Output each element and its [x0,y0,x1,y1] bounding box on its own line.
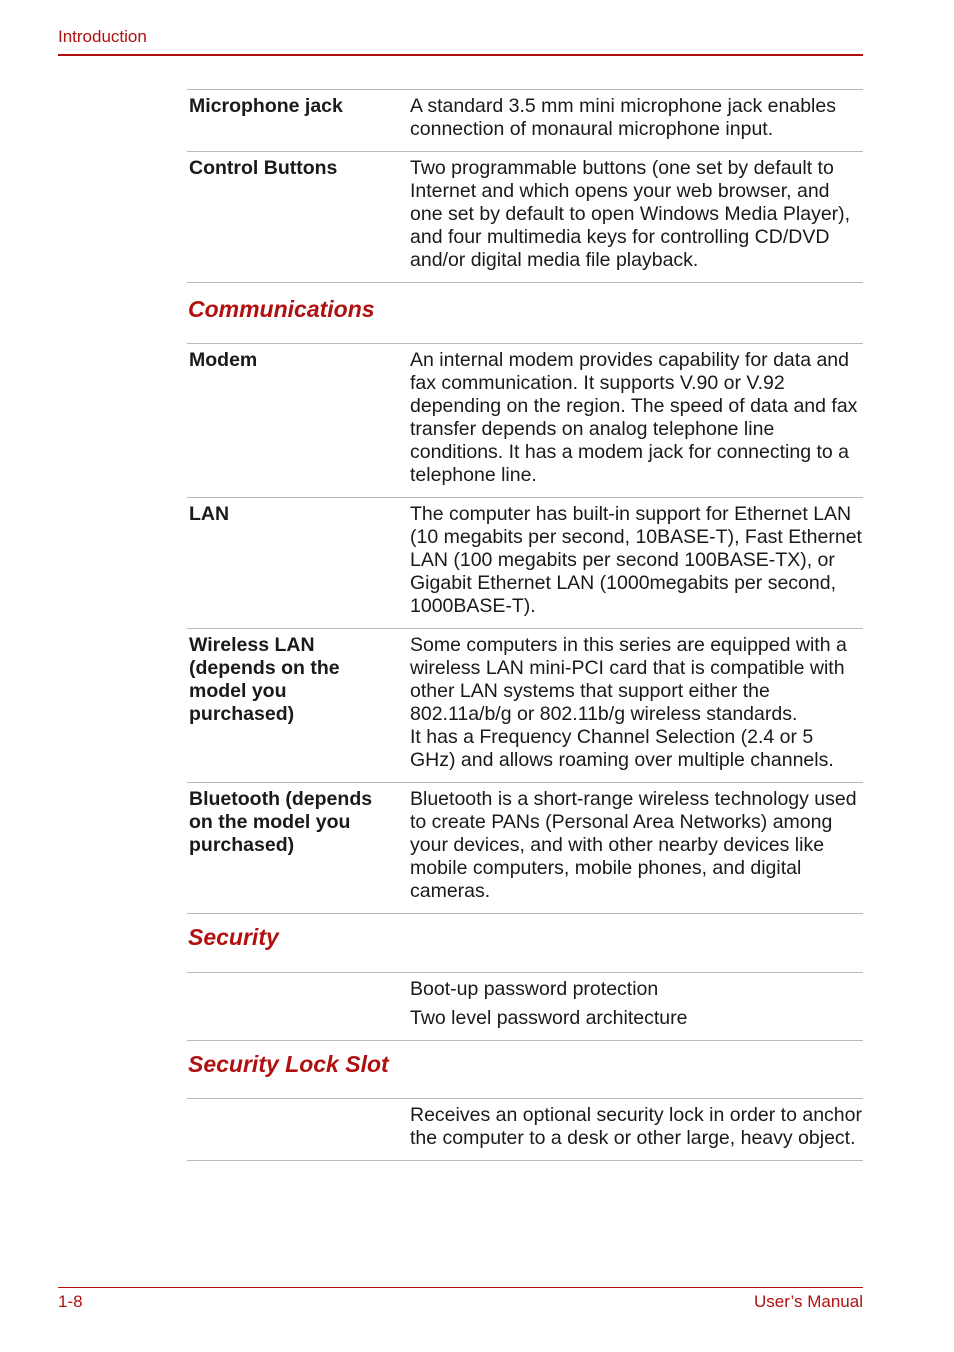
table-row [187,782,863,913]
manual-title: User’s Manual [754,1292,863,1311]
spec-table-communications [187,343,863,914]
list-item: Two level password architecture [410,1007,688,1029]
section-title-security: Security [188,924,279,950]
spec-desc: Receives an optional security lock in order to anchor the computer to a desk or other large, heavy object. [410,1104,862,1149]
spec-desc: The computer has built-in support for Ethernet LAN (10 megabits per second, 10BASE-T), Fast Ethernet LAN (100 megabits per second 100BASE-TX), or Gigabit Ethernet LAN (1000megabits per second, 1000BASE-T). [410,503,862,617]
table-row [187,973,863,1040]
table-row [187,497,863,628]
spec-desc: A standard 3.5 mm mini microphone jack enables connection of monaural microphone input. [410,95,836,140]
table-row [187,1099,863,1160]
spec-label: Microphone jack [189,95,343,117]
spec-desc: Some computers in this series are equipped with a wireless LAN mini-PCI card that is compatible with other LAN systems that support either the 802.11a/b/g or 802.11b/g wireless standards. It has a Frequency Channel Selection (2.4 or 5 GHz) and allows roaming over multiple channels. [410,634,847,771]
section-title-security-lock-slot: Security Lock Slot [188,1051,389,1077]
table-row [187,151,863,282]
spec-label: Wireless LAN (depends on the model you purchased) [189,634,340,725]
spec-label-empty [187,973,410,1040]
spec-label: LAN [189,503,230,525]
spec-label: Control Buttons [189,157,338,179]
section-title-communications: Communications [188,296,375,322]
table-row [187,628,863,782]
list-item: Boot-up password protection [410,978,659,1000]
spec-label: Modem [189,349,258,371]
spec-desc: Bluetooth is a short-range wireless technology used to create PANs (Personal Area Networks) among your devices, and with other nearby devices like mobile computers, mobile phones, and digital cameras. [410,788,857,902]
spec-desc: An internal modem provides capability for data and fax communication. It supports V.90 or V.92 depending on the region. The speed of data and fax transfer depends on analog telephone line conditions. It has a modem jack for connecting to a telephone line. [410,349,858,486]
spec-table-intro [187,89,863,283]
spec-table-security [187,972,863,1041]
page-content [187,89,863,1161]
spec-label: Bluetooth (depends on the model you purchased) [189,788,373,856]
running-header: Introduction [58,27,147,46]
footer-rule [58,1287,863,1288]
table-row [187,90,863,151]
page-number: 1-8 [58,1292,83,1311]
spec-desc [410,973,863,1040]
spec-label-empty [187,1099,410,1160]
table-row [187,344,863,497]
spec-desc: Two programmable buttons (one set by default to Internet and which opens your web browser, and one set by default to open Windows Media Player), and four multimedia keys for controlling CD/DVD and/or digital media file playback. [410,157,851,271]
spec-table-security-lock-slot [187,1098,863,1161]
header-rule [58,54,863,56]
